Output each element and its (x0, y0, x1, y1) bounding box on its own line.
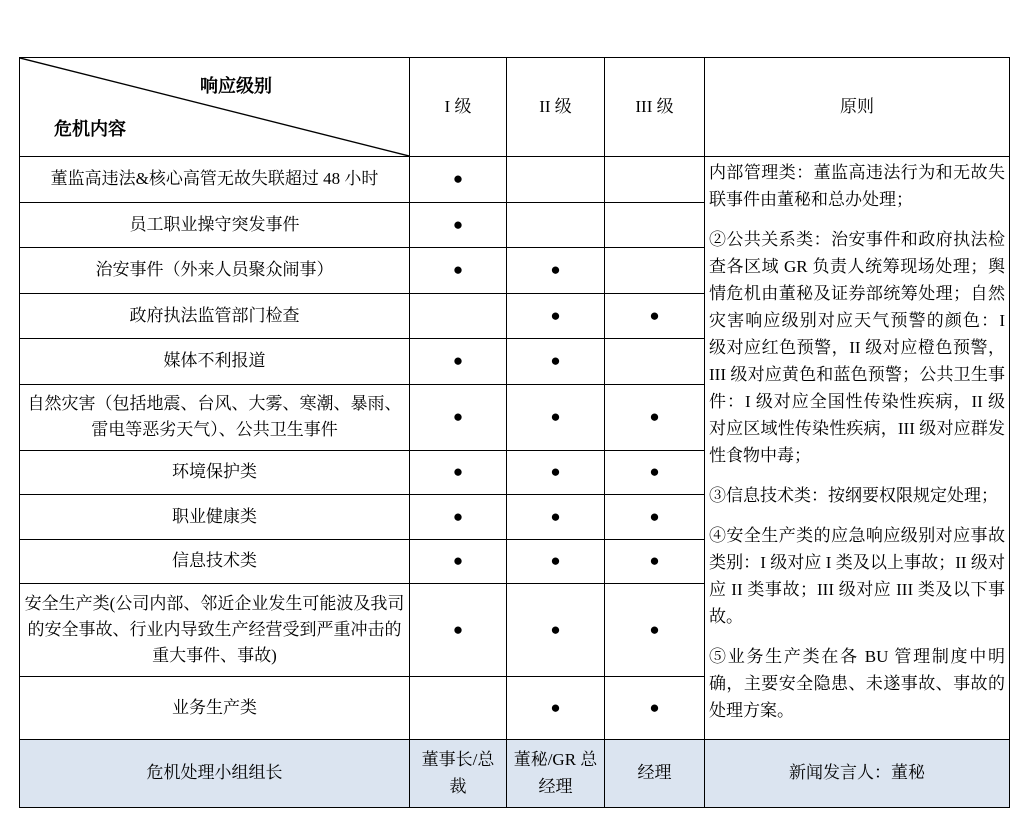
footer-level1-leader: 董事长/总裁 (410, 740, 507, 808)
level3-dot-cell (605, 248, 705, 294)
column-header-level2: II 级 (507, 58, 605, 157)
level1-dot-cell: ● (410, 202, 507, 248)
principles-paragraph: ⑤业务生产类在各 BU 管理制度中明确，主要安全隐患、未遂事故、事故的处理方案。 (709, 647, 1005, 720)
column-header-level1: I 级 (410, 58, 507, 157)
crisis-row-label: 信息技术类 (20, 539, 410, 584)
corner-label-crisis-content: 危机内容 (54, 119, 126, 140)
level2-dot-cell: ● (507, 495, 605, 540)
column-header-principles: 原则 (705, 58, 1010, 157)
level1-dot-cell: ● (410, 495, 507, 540)
principles-paragraph: ④安全生产类的应急响应级别对应事故类别：I 级对应 I 类及以上事故；II 级对应 II 类事故；III 级对应 III 类及以下事故。 (709, 526, 1005, 626)
level2-dot-cell (507, 202, 605, 248)
level3-dot-cell: ● (605, 293, 705, 339)
table-row (20, 157, 1010, 203)
header-row (20, 58, 1010, 157)
principles-paragraph: ②公共关系类：治安事件和政府执法检查各区域 GR 负责人统筹现场处理；舆情危机由董秘及证券部统筹处理；自然灾害响应级别对应天气预警的颜色：I 级对应红色预警，II 级对应橙色预警，III 级对应黄色和蓝色预警；公共卫生事件：I 级对应全国性传染性疾病，II 级对应区域性传染性疾病，III 级对应群发性食物中毒； (709, 230, 1005, 465)
level1-dot-cell: ● (410, 539, 507, 584)
level1-dot-cell: ● (410, 339, 507, 385)
level2-dot-cell: ● (507, 677, 605, 740)
level3-dot-cell: ● (605, 539, 705, 584)
level1-dot-cell: ● (410, 450, 507, 495)
level3-dot-cell (605, 202, 705, 248)
level1-dot-cell (410, 677, 507, 740)
level2-dot-cell (507, 157, 605, 203)
crisis-row-label: 职业健康类 (20, 495, 410, 540)
level1-dot-cell: ● (410, 248, 507, 294)
principles-cell (705, 157, 1010, 740)
level2-dot-cell: ● (507, 248, 605, 294)
crisis-row-label: 政府执法监管部门检查 (20, 293, 410, 339)
level2-dot-cell: ● (507, 293, 605, 339)
level3-dot-cell: ● (605, 495, 705, 540)
level2-dot-cell: ● (507, 450, 605, 495)
level1-dot-cell: ● (410, 384, 507, 450)
footer-spokesperson: 新闻发言人：董秘 (705, 740, 1010, 808)
corner-label-response-level: 响应级别 (200, 76, 272, 96)
corner-header-cell (20, 58, 410, 157)
footer-row (20, 740, 1010, 808)
level3-dot-cell (605, 339, 705, 385)
level3-dot-cell: ● (605, 677, 705, 740)
crisis-row-label: 媒体不利报道 (20, 339, 410, 385)
crisis-row-label: 安全生产类(公司内部、邻近企业发生可能波及我司的安全事故、行业内导致生产经营受到严重冲击的重大事件、事故) (20, 584, 410, 677)
principles-paragraph: 内部管理类：董监高违法行为和无故失联事件由董秘和总办处理； (709, 163, 1005, 209)
level1-dot-cell (410, 293, 507, 339)
level3-dot-cell: ● (605, 584, 705, 677)
crisis-row-label: 员工职业操守突发事件 (20, 202, 410, 248)
footer-label-team-leader: 危机处理小组组长 (20, 740, 410, 808)
crisis-response-table (19, 57, 1010, 808)
crisis-row-label: 董监高违法&核心高管无故失联超过 48 小时 (20, 157, 410, 203)
level2-dot-cell: ● (507, 339, 605, 385)
level1-dot-cell: ● (410, 157, 507, 203)
level2-dot-cell: ● (507, 539, 605, 584)
crisis-row-label: 业务生产类 (20, 677, 410, 740)
level3-dot-cell: ● (605, 384, 705, 450)
principles-paragraph: ③信息技术类：按纲要权限规定处理； (709, 486, 998, 505)
level2-dot-cell: ● (507, 384, 605, 450)
column-header-level3: III 级 (605, 58, 705, 157)
crisis-row-label: 环境保护类 (20, 450, 410, 495)
footer-level3-leader: 经理 (605, 740, 705, 808)
level3-dot-cell (605, 157, 705, 203)
footer-level2-leader: 董秘/GR 总经理 (507, 740, 605, 808)
crisis-row-label: 自然灾害（包括地震、台风、大雾、寒潮、暴雨、雷电等恶劣天气）、公共卫生事件 (20, 384, 410, 450)
level1-dot-cell: ● (410, 584, 507, 677)
level2-dot-cell: ● (507, 584, 605, 677)
level3-dot-cell: ● (605, 450, 705, 495)
crisis-row-label: 治安事件（外来人员聚众闹事） (20, 248, 410, 294)
